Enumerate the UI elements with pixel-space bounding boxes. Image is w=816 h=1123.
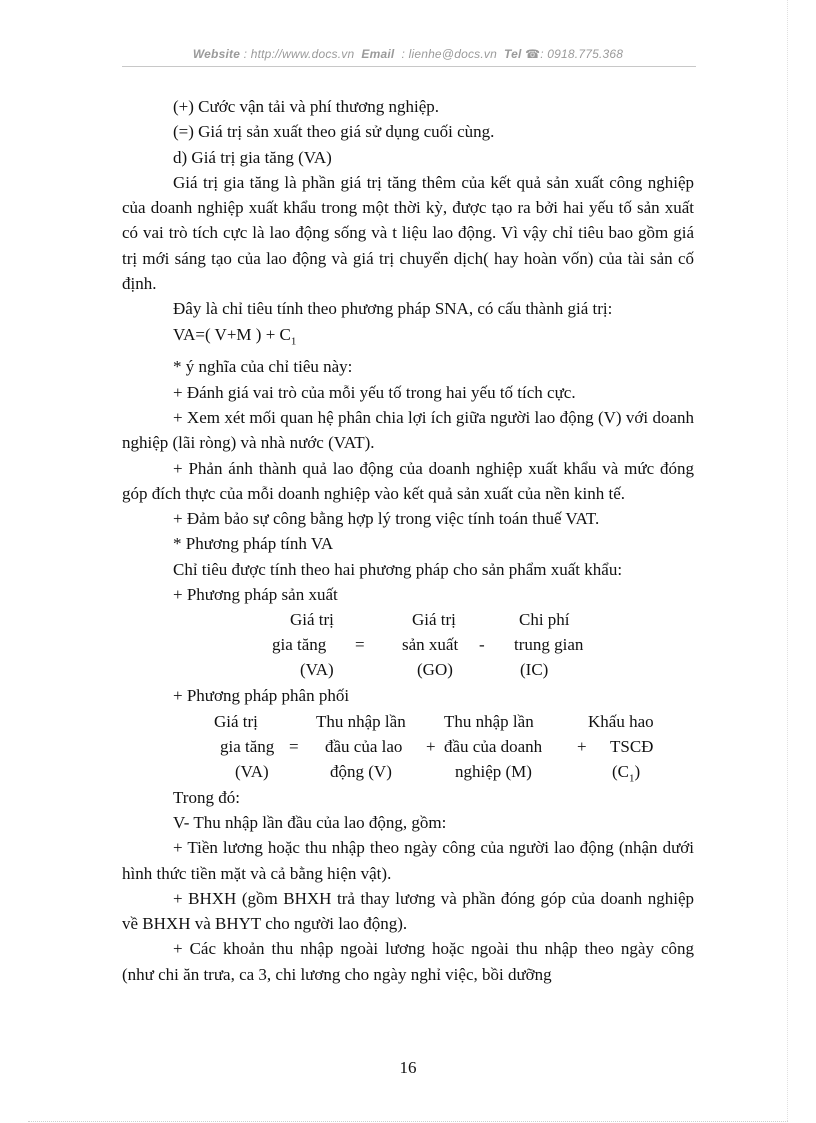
- page-number: 16: [399, 1058, 417, 1077]
- formula-cell: trung gian: [514, 635, 584, 655]
- formula-cell: Giá trị: [412, 610, 456, 630]
- c1-main: (C: [612, 761, 629, 781]
- tel-value: : 0918.775.368: [540, 47, 624, 61]
- formula-cell: đầu của doanh: [444, 736, 543, 756]
- website-value: : http://www.docs.vn: [243, 47, 355, 61]
- formula-cell: sản xuất: [402, 635, 459, 655]
- page-bottom-border: [28, 1121, 788, 1122]
- page-right-border: [787, 0, 788, 1121]
- c1-end: ): [634, 761, 641, 781]
- text-line: * ý nghĩa của chỉ tiêu này:: [173, 357, 353, 377]
- text-line: + Đánh giá vai trò của mỗi yếu tố trong hai yếu tố tích cực.: [173, 382, 576, 402]
- text-line: + Phương pháp phân phối: [173, 686, 350, 706]
- formula-cell: Khấu hao: [588, 711, 654, 731]
- email-value: : lienhe@docs.vn: [401, 47, 497, 61]
- formula-operator: =: [355, 635, 365, 655]
- section-heading: d) Giá trị gia tăng (VA): [173, 147, 332, 167]
- va-equation-sub: 1: [290, 335, 297, 348]
- paragraph: + Các khoản thu nhập ngoài lương hoặc ngoài thu nhập theo ngày công (như chi ăn trưa, ca 3, chi lương cho ngày nghỉ việc, bồi dưỡng: [122, 939, 694, 984]
- distribution-method-formula: [122, 709, 694, 785]
- email-label: Email: [361, 47, 395, 61]
- formula-cell: động (V): [330, 761, 392, 781]
- text-line: * Phương pháp tính VA: [173, 534, 334, 554]
- formula-cell: Thu nhập lần: [444, 711, 534, 731]
- formula-cell: (IC): [520, 660, 549, 680]
- paragraph: + BHXH (gồm BHXH trả thay lương và phần đóng góp của doanh nghiệp về BHXH và BHYT cho người lao động).: [122, 888, 694, 934]
- website-label: Website: [192, 47, 241, 61]
- formula-cell: Thu nhập lần: [316, 711, 406, 731]
- formula-cell: nghiệp (M): [455, 761, 532, 781]
- c1-sub: 1: [629, 772, 635, 785]
- page-header: [0, 47, 816, 61]
- text-line: Trong đó:: [173, 787, 240, 807]
- formula-cell: đầu của lao: [325, 736, 403, 756]
- paragraph: + Tiền lương hoặc thu nhập theo ngày công của người lao động (nhận dưới hình thức tiền mặt và cả bằng hiện vật).: [122, 838, 694, 883]
- formula-operator: +: [577, 736, 587, 756]
- formula-operator: =: [289, 736, 299, 756]
- document-body: [122, 94, 694, 987]
- text-line: + Phương pháp sản xuất: [173, 585, 338, 605]
- paragraph: + Xem xét mối quan hệ phân chia lợi ích giữa người lao động (V) với doanh nghiệp (lãi ròng) và nhà nước (VAT).: [122, 407, 694, 453]
- text-line: Chỉ tiêu được tính theo hai phương pháp cho sản phẩm xuất khẩu:: [173, 559, 623, 579]
- text-line: Đây là chỉ tiêu tính theo phương pháp SNA, có cấu thành giá trị:: [173, 299, 613, 319]
- formula-cell: Giá trị: [214, 711, 258, 731]
- va-equation-main: VA=( V+M ) + C: [173, 324, 291, 344]
- formula-cell: gia tăng: [272, 635, 327, 655]
- production-method-formula: [122, 607, 694, 683]
- formula-cell-c1: [612, 759, 640, 792]
- formula-cell: (VA): [235, 761, 269, 781]
- phone-icon: ☎: [525, 47, 541, 61]
- va-equation: [122, 322, 694, 355]
- paragraph: + Phản ánh thành quả lao động của doanh nghiệp xuất khẩu và mức đóng góp đích thực của mỗi doanh nghiệp vào kết quả sản xuất của nền kinh tế.: [122, 458, 694, 503]
- formula-cell: TSCĐ: [610, 736, 654, 756]
- text-line: V- Thu nhập lần đầu của lao động, gồm:: [173, 812, 447, 832]
- formula-cell: gia tăng: [220, 736, 275, 756]
- formula-cell: (GO): [417, 660, 453, 680]
- tel-label: Tel: [504, 47, 522, 61]
- formula-operator: +: [426, 736, 436, 756]
- text-line: + Đảm bảo sự công bằng hợp lý trong việc tính toán thuế VAT.: [173, 509, 600, 529]
- text-line: (+) Cước vận tải và phí thương nghiệp.: [173, 97, 439, 116]
- formula-cell: Giá trị: [290, 610, 334, 630]
- text-line: (=) Giá trị sản xuất theo giá sử dụng cuối cùng.: [173, 122, 495, 142]
- header-divider: [122, 66, 696, 67]
- formula-cell: (VA): [300, 660, 334, 680]
- paragraph: Giá trị gia tăng là phần giá trị tăng thêm của kết quả sản xuất công nghiệp của doanh nghiệp xuất khẩu trong một thời kỳ, được tạo ra bởi hai yếu tố sản xuất có vai trò tích cực là lao động sống và t liệu lao động. Vì vậy chỉ tiêu bao gồm giá trị mới sáng tạo của lao động và giá trị chuyển dịch( hay hoàn vốn) của tài sản cố định.: [122, 172, 694, 294]
- formula-operator: -: [479, 635, 485, 655]
- formula-cell: Chi phí: [519, 610, 570, 630]
